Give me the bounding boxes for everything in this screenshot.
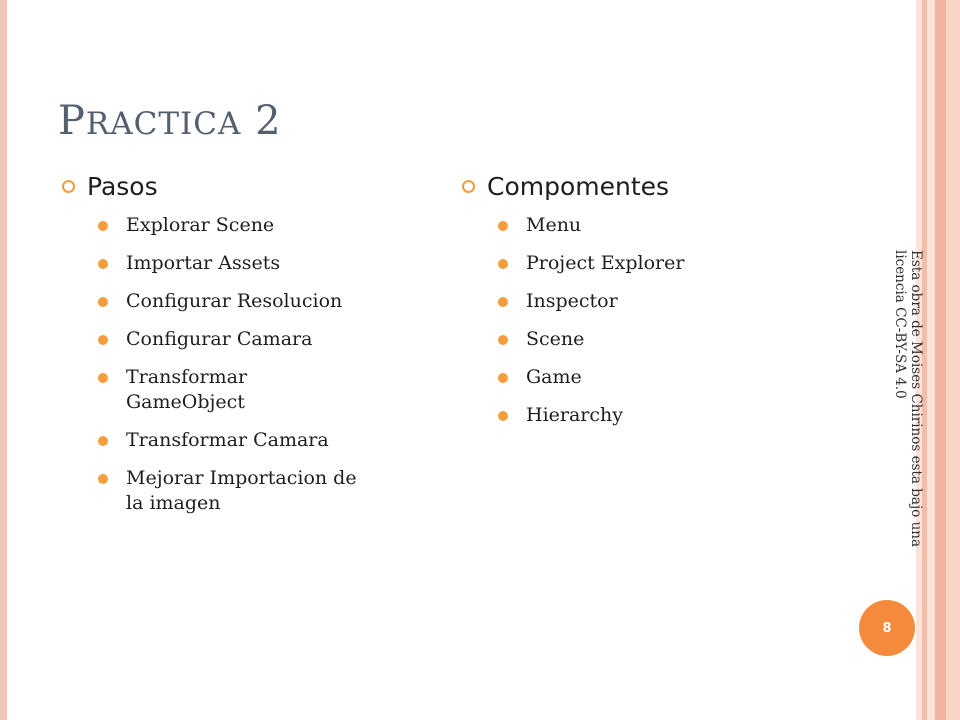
list-item: Hierarchy [498, 403, 862, 428]
list-item: Importar Assets [98, 251, 432, 276]
title-number: 2 [255, 98, 282, 144]
stripe [935, 0, 946, 720]
componentes-heading-label: Compomentes [487, 172, 670, 201]
ring-bullet-icon [62, 180, 75, 193]
componentes-heading [462, 172, 862, 201]
list-item: Menu [498, 213, 862, 238]
list-item: Inspector [498, 289, 862, 314]
title-rest: RACTICA [85, 106, 242, 142]
stripe [927, 0, 935, 720]
list-item: Configurar Camara [98, 327, 432, 352]
pasos-heading [62, 172, 432, 201]
list-item: Transformar GameObject [98, 365, 326, 415]
list-item: Game [498, 365, 862, 390]
componentes-column [462, 172, 862, 441]
list-item: Scene [498, 327, 862, 352]
pasos-column [62, 172, 432, 529]
list-item: Project Explorer [498, 251, 862, 276]
pasos-list [62, 213, 432, 516]
left-border-stripe [0, 0, 7, 720]
pasos-heading-label: Pasos [87, 172, 158, 201]
slide-title [58, 98, 282, 144]
list-item: Configurar Resolucion [98, 289, 432, 314]
license-note: Esta obra de Moises Chirinos esta bajo una licencia CC-BY-SA 4.0 [892, 250, 924, 548]
list-item: Transformar Camara [98, 428, 432, 453]
list-item: Explorar Scene [98, 213, 432, 238]
page-number-badge: 8 [859, 600, 915, 656]
componentes-list [462, 213, 862, 428]
list-item: Mejorar Importacion de la imagen [98, 466, 376, 516]
ring-bullet-icon [462, 180, 475, 193]
title-initial: P [58, 98, 86, 144]
stripe [946, 0, 960, 720]
